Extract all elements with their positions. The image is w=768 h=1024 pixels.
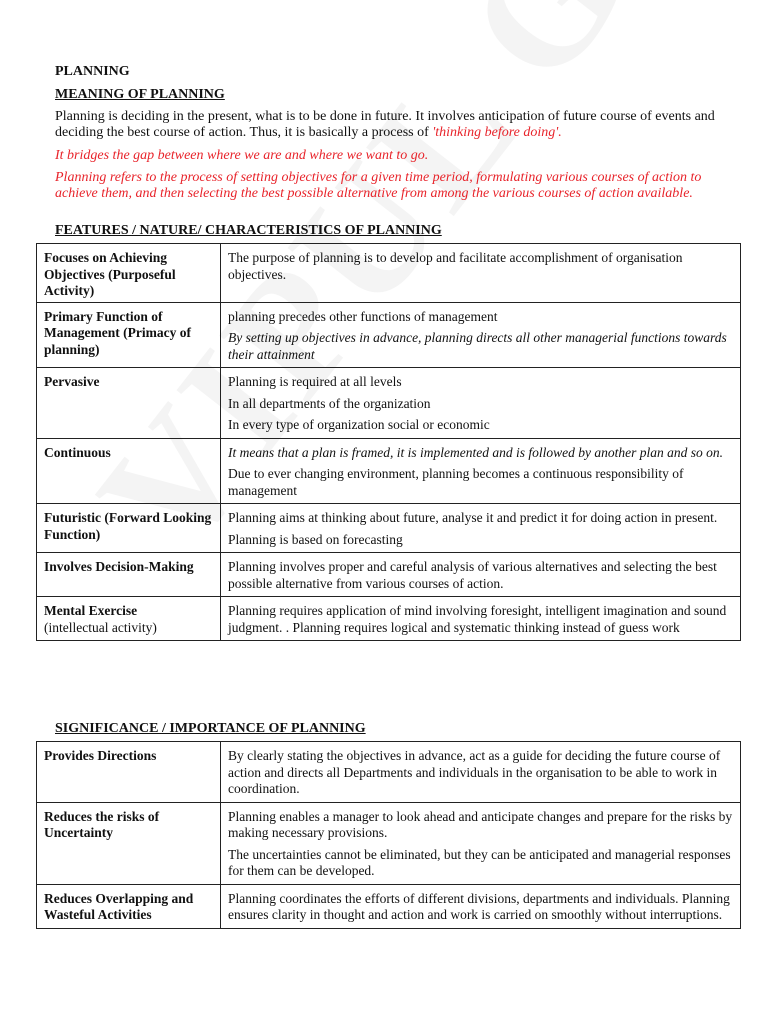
feature-description-line: The purpose of planning is to develop and facilitate accomplishment of organisation objectives. [228,250,683,282]
feature-description-line: In every type of organization social or economic [228,417,490,432]
feature-term-cell [37,438,221,504]
significance-row [37,742,741,803]
feature-description-line: Planning aims at thinking about future, analyse it and predict it for doing action in present. [228,510,718,525]
feature-description-line: Planning requires application of mind involving foresight, intelligent imagination and sound judgment. . Planning requires logical and systematic thinking instead of guess work [228,603,727,635]
meaning-quote: 'thinking before doing'. [432,125,562,140]
feature-description-cell [221,553,741,597]
significance-term-cell [37,802,221,884]
feature-term-cell [37,553,221,597]
feature-term-cell [37,244,221,303]
feature-description-line: In all departments of the organization [228,395,431,411]
feature-description-line: By setting up objectives in advance, planning directs all other managerial functions towards their attainment [228,330,727,362]
feature-row [37,553,741,597]
significance-description-cell [221,742,741,803]
feature-term-cell [37,368,221,439]
feature-term: Pervasive [44,374,100,389]
significance-row [37,884,741,928]
feature-row [37,244,741,303]
significance-description-cell [221,802,741,884]
feature-term: Continuous [44,444,111,460]
feature-term: Mental Exercise [44,603,138,618]
significance-heading: SIGNIFICANCE / IMPORTANCE OF PLANNING [55,721,366,736]
feature-term: Focuses on Achieving Objectives (Purposeful Activity) [44,250,176,298]
feature-description-cell [221,368,741,439]
features-table [36,243,741,641]
feature-description-line: It means that a plan is framed, it is implemented and is followed by another plan and so on. [228,444,723,460]
significance-term: Provides Directions [44,748,157,763]
feature-description-line: Planning involves proper and careful analysis of various alternatives and selecting the best possible alternative from various courses of action. [228,559,717,591]
significance-description-line: Planning enables a manager to look ahead and anticipate changes and prepare for the risks by making necessary provisions. [228,808,733,840]
significance-description-cell [221,884,741,928]
feature-row [37,597,741,641]
feature-description-cell [221,302,741,368]
feature-term: Futuristic (Forward Looking Function) [44,510,212,542]
feature-row [37,438,741,504]
significance-term: Reduces the risks of Uncertainty [44,808,160,840]
feature-row [37,368,741,439]
feature-term-cell [37,504,221,553]
feature-description-line: Due to ever changing environment, planning becomes a continuous responsibility of management [228,466,684,498]
meaning-text: Planning is deciding in the present, what is to be done in future. It involves anticipation of future course of events and deciding the best course of action. Thus, it is basically a process of [55,109,715,140]
feature-term-cell [37,597,221,641]
significance-description-line: Planning coordinates the efforts of different divisions, departments and individuals. Planning ensures clarity in thought and action and work is carried on smoothly without interruptions. [228,890,730,922]
feature-row [37,504,741,553]
feature-row [37,302,741,368]
feature-term: Primary Function of Management (Primacy of planning) [44,308,191,357]
significance-term: Reduces Overlapping and Wasteful Activities [44,890,194,922]
feature-description-line: Planning is based on forecasting [228,531,403,547]
feature-description-cell [221,438,741,504]
feature-description-line: planning precedes other functions of management [228,308,498,324]
meaning-paragraph [55,109,720,141]
features-heading: FEATURES / NATURE/ CHARACTERISTICS OF PLANNING [55,223,442,238]
page-title: PLANNING [55,64,130,79]
significance-description-line: By clearly stating the objectives in advance, act as a guide for deciding the future course of action and directs all Departments and individuals in the organisation to be able to work in coordination. [228,748,721,796]
feature-description-cell [221,597,741,641]
significance-description-line: The uncertainties cannot be eliminated, but they can be anticipated and managerial responses for them can be developed. [228,846,731,878]
significance-table [36,741,741,929]
significance-row [37,802,741,884]
meaning-heading: MEANING OF PLANNING [55,87,225,102]
feature-description-cell [221,504,741,553]
feature-description-cell [221,244,741,303]
feature-term: Involves Decision-Making [44,559,194,574]
significance-term-cell [37,884,221,928]
feature-description-line: Planning is required at all levels [228,374,402,389]
significance-term-cell [37,742,221,803]
planning-definition: Planning refers to the process of setting objectives for a given time period, formulating various courses of action to achieve them, and then selecting the best possible alternative from among the various courses of action available. [55,170,702,201]
bridge-statement: It bridges the gap between where we are and where we want to go. [55,148,429,163]
feature-term-subtitle: (intellectual activity) [44,619,157,635]
feature-term-cell [37,302,221,368]
